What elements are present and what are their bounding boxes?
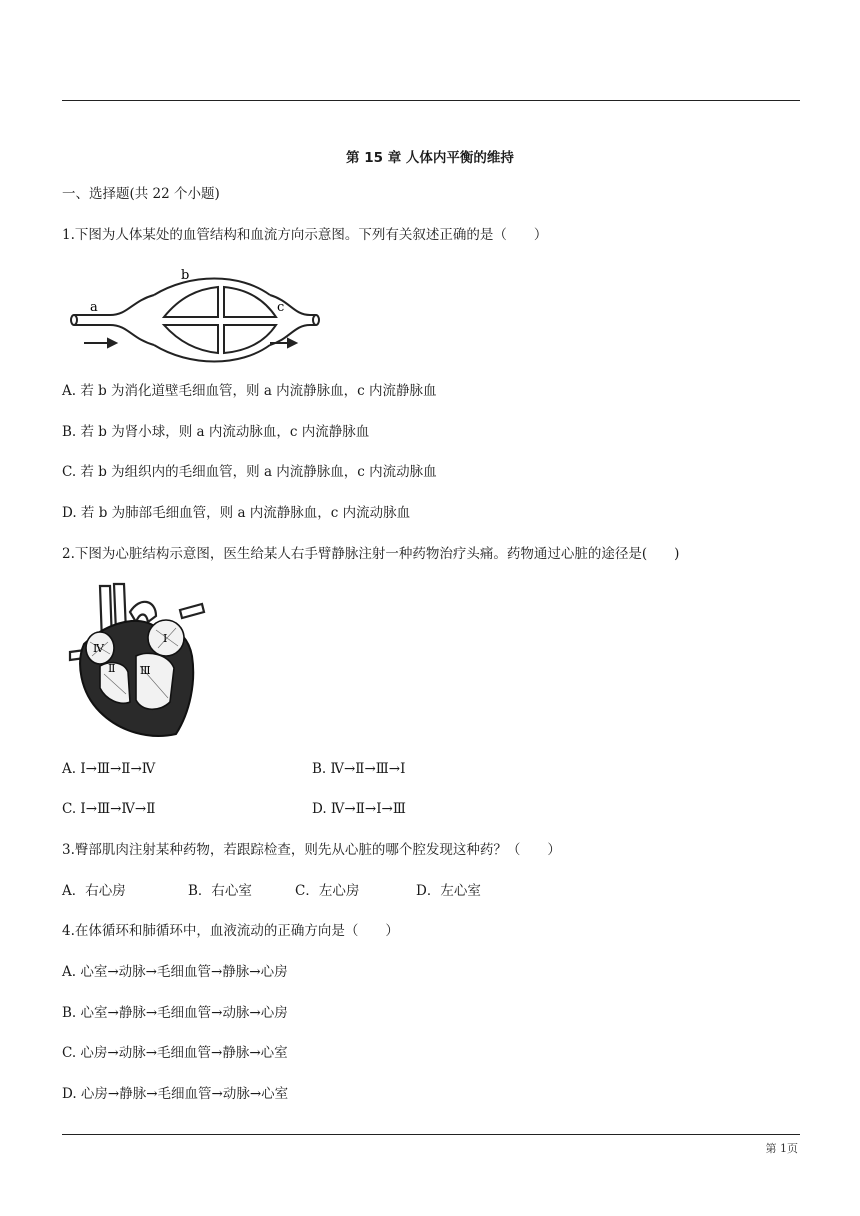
q1-option-d: D. 若 b 为肺部毛细血管，则 a 内流静脉血，c 内流动脉血 — [62, 505, 411, 521]
q3-option-d: D．左心室 — [416, 883, 481, 899]
q2-option-a: A. Ⅰ→Ⅲ→Ⅱ→Ⅳ — [62, 761, 156, 777]
header-rule — [62, 100, 800, 101]
page-number: 第 1页 — [765, 1142, 798, 1155]
chamber-label-ii: Ⅱ — [108, 662, 116, 675]
chamber-label-iv: Ⅳ — [93, 642, 104, 655]
vessel-label-c: c — [277, 300, 285, 315]
chamber-label-i: Ⅰ — [163, 632, 168, 645]
question-3-stem: 3.臀部肌肉注射某种药物，若跟踪检查，则先从心脏的哪个腔发现这种药？（ ） — [62, 842, 561, 858]
q3-option-a: A．右心房 — [62, 883, 126, 899]
section-heading: 一、选择题(共 22 个小题) — [62, 186, 220, 202]
q4-option-d: D. 心房→静脉→毛细血管→动脉→心室 — [62, 1086, 289, 1102]
question-1-stem: 1.下图为人体某处的血管结构和血流方向示意图。下列有关叙述正确的是（ ） — [62, 227, 548, 243]
q1-option-a: A. 若 b 为消化道壁毛细血管，则 a 内流静脉血，c 内流静脉血 — [62, 383, 437, 399]
chapter-title: 第 15 章 人体内平衡的维持 — [346, 150, 514, 166]
chamber-label-iii: Ⅲ — [140, 664, 151, 677]
q2-option-c: C. Ⅰ→Ⅲ→Ⅳ→Ⅱ — [62, 801, 156, 817]
blood-vessel-diagram — [70, 265, 320, 355]
vessel-label-a: a — [90, 300, 98, 315]
question-4-stem: 4.在体循环和肺循环中，血液流动的正确方向是（ ） — [62, 923, 399, 939]
q4-option-b: B. 心室→静脉→毛细血管→动脉→心房 — [62, 1005, 288, 1021]
chamber-iii — [136, 653, 174, 709]
q4-option-c: C. 心房→动脉→毛细血管→静脉→心室 — [62, 1045, 288, 1061]
q2-option-d: D. Ⅳ→Ⅱ→Ⅰ→Ⅲ — [312, 801, 406, 817]
footer-rule — [62, 1134, 800, 1135]
q1-option-b: B. 若 b 为肾小球，则 a 内流动脉血，c 内流静脉血 — [62, 424, 370, 440]
question-2-stem: 2.下图为心脏结构示意图，医生给某人右手臂静脉注射一种药物治疗头痛。药物通过心脏的途径是( ) — [62, 546, 680, 562]
q2-option-b: B. Ⅳ→Ⅱ→Ⅲ→Ⅰ — [312, 761, 406, 777]
q1-option-c: C. 若 b 为组织内的毛细血管，则 a 内流静脉血，c 内流动脉血 — [62, 464, 437, 480]
q3-option-b: B．右心室 — [188, 883, 252, 899]
vessel-label-b: b — [181, 268, 190, 283]
q3-option-c: C．左心房 — [295, 883, 360, 899]
heart-diagram — [70, 582, 210, 742]
q4-option-a: A. 心室→动脉→毛细血管→静脉→心房 — [62, 964, 288, 980]
